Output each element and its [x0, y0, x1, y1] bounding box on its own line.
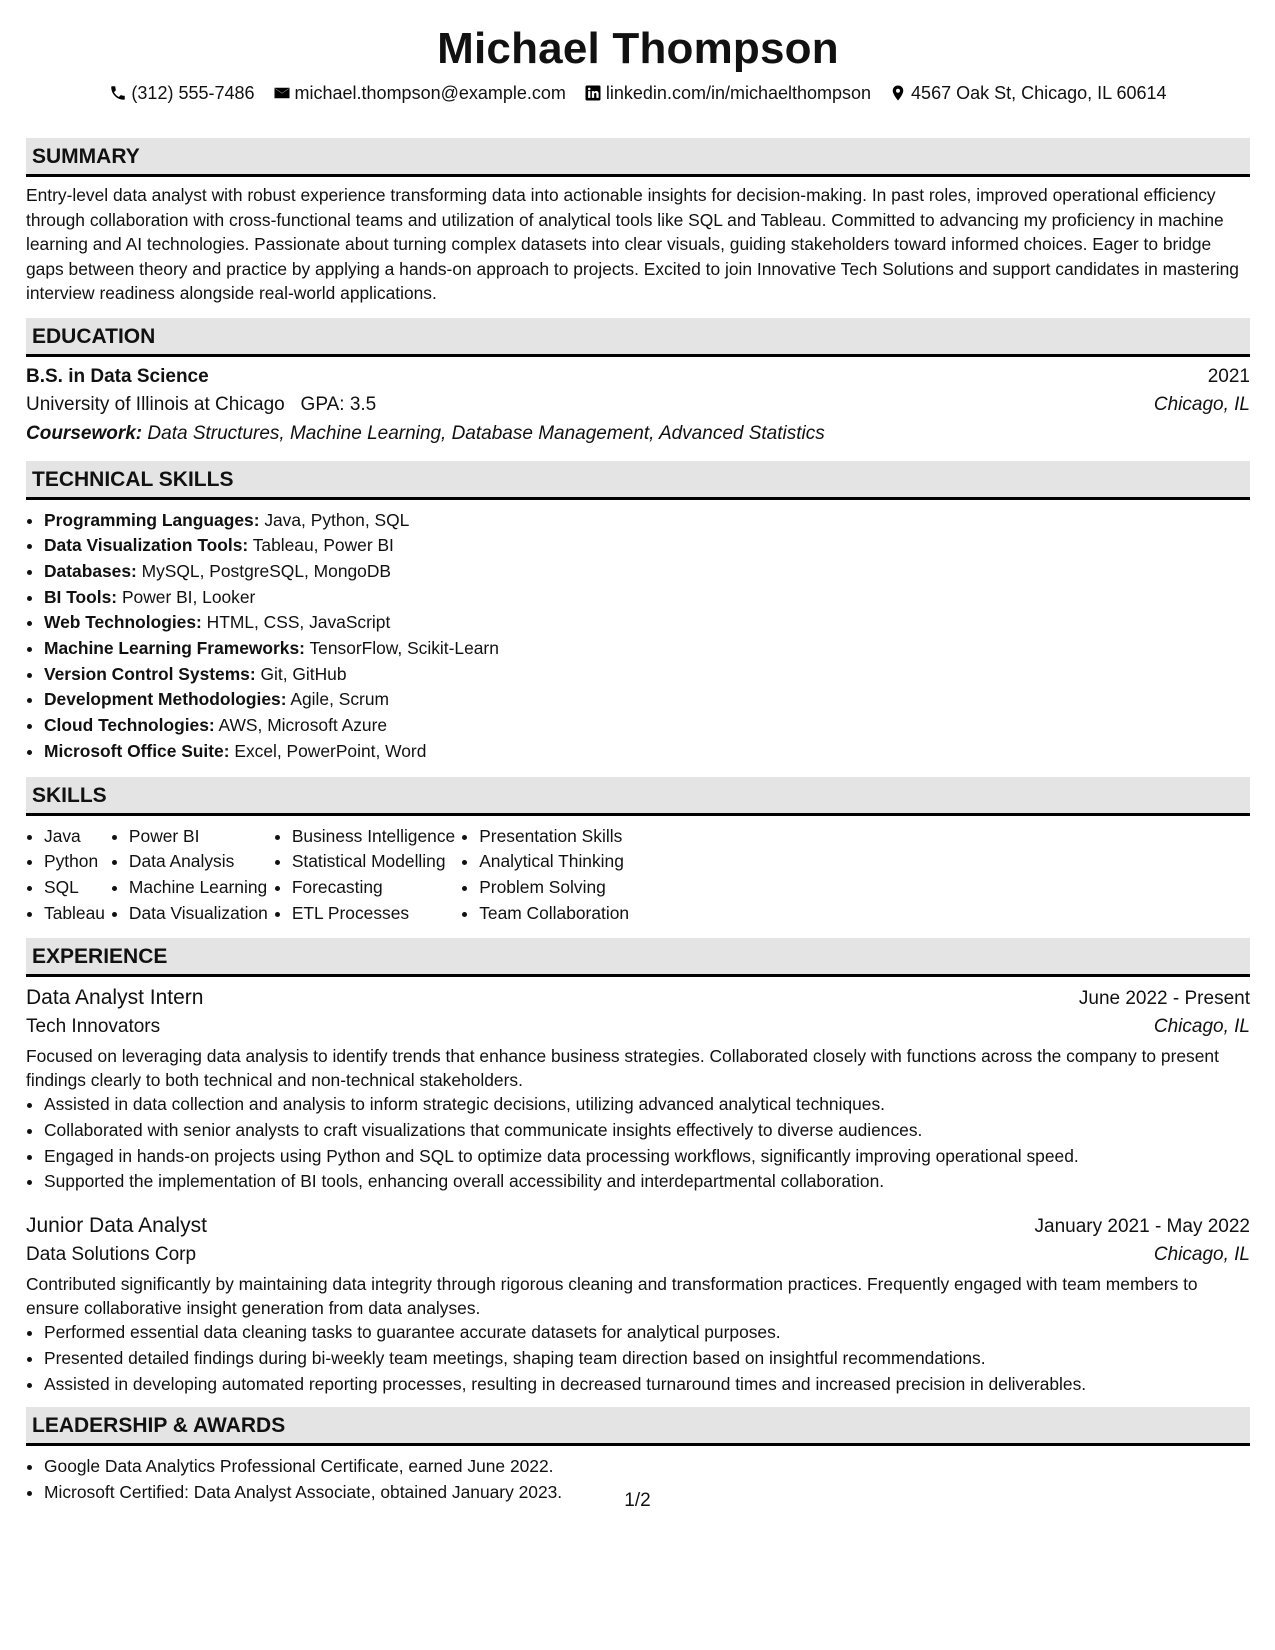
- list-item: • SQL: [44, 875, 105, 901]
- job-entry: [26, 977, 1250, 1195]
- technical-skills-section-header: TECHNICAL SKILLS: [26, 461, 1250, 500]
- contact-email[interactable]: [273, 82, 566, 104]
- skill-values: Java, Python, SQL: [259, 509, 410, 530]
- contact-linkedin[interactable]: [584, 82, 871, 104]
- envelope-icon: [273, 84, 291, 102]
- skill-values: Excel, PowerPoint, Word: [229, 740, 427, 761]
- list-item: • Performed essential data cleaning tasks to guarantee accurate datasets for analytical purposes.: [44, 1320, 1250, 1346]
- list-item: • Statistical Modelling: [292, 849, 455, 875]
- experience-section-header: EXPERIENCE: [26, 938, 1250, 977]
- phone-text: (312) 555-7486: [131, 83, 255, 103]
- contact-address: [889, 82, 1167, 104]
- skill-values: Power BI, Looker: [117, 586, 256, 607]
- list-item: [44, 739, 1250, 765]
- skills-column: [26, 824, 105, 927]
- email-text: michael.thompson@example.com: [294, 83, 566, 103]
- skill-category: Data Visualization Tools:: [44, 535, 249, 556]
- coursework-list: Data Structures, Machine Learning, Database Management, Advanced Statistics: [142, 422, 825, 444]
- job-title: Data Analyst Intern: [26, 986, 204, 1010]
- candidate-name: Michael Thompson: [437, 24, 839, 73]
- skill-category: BI Tools:: [44, 586, 118, 607]
- school-gpa: University of Illinois at Chicago GPA: 3.5: [26, 393, 377, 415]
- resume-page: [26, 0, 1250, 1506]
- list-item: [44, 610, 1250, 636]
- skill-category: Development Methodologies:: [44, 689, 287, 710]
- list-item: • Assisted in developing automated reporting processes, resulting in decreased turnaround times and increased precision in deliverables.: [44, 1372, 1250, 1398]
- list-item: • Business Intelligence: [292, 824, 455, 850]
- linkedin-text: linkedin.com/in/michaelthompson: [605, 83, 872, 103]
- summary-section-header: SUMMARY: [26, 138, 1250, 177]
- list-item: • Presentation Skills: [479, 824, 629, 850]
- skill-values: AWS, Microsoft Azure: [214, 715, 388, 736]
- list-item: • Power BI: [129, 824, 268, 850]
- list-item: • Python: [44, 849, 105, 875]
- company-name: Tech Innovators: [26, 1016, 161, 1038]
- list-item: [44, 636, 1250, 662]
- graduation-year: 2021: [1207, 365, 1250, 387]
- skill-category: Version Control Systems:: [44, 663, 256, 684]
- list-item: • Analytical Thinking: [479, 849, 629, 875]
- skills-grid: [26, 824, 1250, 927]
- skill-values: HTML, CSS, JavaScript: [201, 612, 391, 633]
- list-item: • Problem Solving: [479, 875, 629, 901]
- skills-column: [461, 824, 629, 927]
- list-item: • Tableau: [44, 901, 105, 927]
- list-item: • Microsoft Certified: Data Analyst Associate, obtained January 2023.: [44, 1480, 1250, 1506]
- list-item: [44, 662, 1250, 688]
- education-section-header: EDUCATION: [26, 318, 1250, 357]
- list-item: [44, 687, 1250, 713]
- list-item: • Google Data Analytics Professional Certificate, earned June 2022.: [44, 1454, 1250, 1480]
- company-name: Data Solutions Corp: [26, 1244, 197, 1266]
- education-entry: [26, 357, 1250, 461]
- list-item: [44, 559, 1250, 585]
- phone-icon: [109, 84, 127, 102]
- job-location: Chicago, IL: [1153, 1244, 1250, 1266]
- job-entry: [26, 1205, 1250, 1397]
- list-item: [44, 533, 1250, 559]
- list-item: • Assisted in data collection and analysis to inform strategic decisions, utilizing advanced analytical techniques.: [44, 1092, 1250, 1118]
- skills-column: [274, 824, 455, 927]
- list-item: [44, 508, 1250, 534]
- list-item: • Forecasting: [292, 875, 455, 901]
- coursework-label: Coursework:: [26, 422, 143, 444]
- degree-title: B.S. in Data Science: [26, 365, 209, 387]
- list-item: • Collaborated with senior analysts to craft visualizations that communicate insights effectively to diverse audiences.: [44, 1118, 1250, 1144]
- map-pin-icon: [889, 84, 907, 102]
- list-item: [44, 585, 1250, 611]
- list-item: • Engaged in hands-on projects using Python and SQL to optimize data processing workflows, significantly improving operational speed.: [44, 1144, 1250, 1170]
- list-item: • Machine Learning: [129, 875, 268, 901]
- job-bullets: [26, 1320, 1250, 1397]
- awards-section-header: LEADERSHIP & AWARDS: [26, 1407, 1250, 1446]
- contact-phone: [109, 82, 254, 104]
- job-description: Focused on leveraging data analysis to identify trends that enhance business strategies. Collaborated closely with functions across the company to present findings clearly to both technical and non-technical stakeholders.: [26, 1046, 1219, 1090]
- skill-values: Agile, Scrum: [286, 689, 389, 710]
- page-number: 1/2: [624, 1490, 651, 1511]
- list-item: • ETL Processes: [292, 901, 455, 927]
- skills-section-header: SKILLS: [26, 777, 1250, 816]
- skill-category: Microsoft Office Suite:: [44, 740, 230, 761]
- job-location: Chicago, IL: [1153, 1016, 1250, 1038]
- skill-category: Programming Languages:: [44, 509, 260, 530]
- job-dates: June 2022 - Present: [1078, 988, 1250, 1010]
- list-item: • Team Collaboration: [479, 901, 629, 927]
- list-item: • Data Visualization: [129, 901, 268, 927]
- skill-values: TensorFlow, Scikit-Learn: [304, 638, 499, 659]
- skill-values: Git, GitHub: [255, 663, 347, 684]
- skill-category: Web Technologies:: [44, 612, 202, 633]
- job-dates: January 2021 - May 2022: [1034, 1216, 1250, 1238]
- job-title: Junior Data Analyst: [26, 1214, 207, 1238]
- list-item: • Supported the implementation of BI tools, enhancing overall accessibility and interdepartmental collaboration.: [44, 1169, 1250, 1195]
- coursework: [26, 419, 1250, 449]
- skill-category: Cloud Technologies:: [44, 715, 215, 736]
- skill-category: Databases:: [44, 560, 137, 581]
- summary-text: Entry-level data analyst with robust experience transforming data into actionable insights for decision-making. In past roles, improved operational efficiency through collaboration with cross-functional teams and utilization of analytical tools like SQL and Tableau. Committed to advancing my proficiency in machine learning and AI technologies. Passionate about turning complex datasets into clear visuals, guiding stakeholders toward informed choices. Eager to bridge gaps between theory and practice by applying a hands-on approach to projects. Excited to join Innovative Tech Solutions and support candidates in mastering interview readiness alongside real-world applications.: [26, 185, 1239, 303]
- job-description: Contributed significantly by maintaining data integrity through rigorous cleaning and transformation practices. Frequently engaged with team members to ensure collaborative insight generation from data analyses.: [26, 1274, 1198, 1318]
- technical-skills-list: [26, 508, 1250, 765]
- skill-category: Machine Learning Frameworks:: [44, 638, 305, 659]
- skill-values: MySQL, PostgreSQL, MongoDB: [136, 560, 391, 581]
- list-item: • Presented detailed findings during bi-weekly team meetings, shaping team direction based on insightful recommendations.: [44, 1346, 1250, 1372]
- list-item: • Java: [44, 824, 105, 850]
- skills-column: [111, 824, 268, 927]
- linkedin-icon: [584, 84, 602, 102]
- contact-bar: [26, 82, 1250, 104]
- job-bullets: [26, 1092, 1250, 1195]
- list-item: [44, 713, 1250, 739]
- skill-values: Tableau, Power BI: [248, 535, 394, 556]
- school-location: Chicago, IL: [1153, 393, 1250, 415]
- list-item: • Data Analysis: [129, 849, 268, 875]
- address-text: 4567 Oak St, Chicago, IL 60614: [911, 83, 1167, 103]
